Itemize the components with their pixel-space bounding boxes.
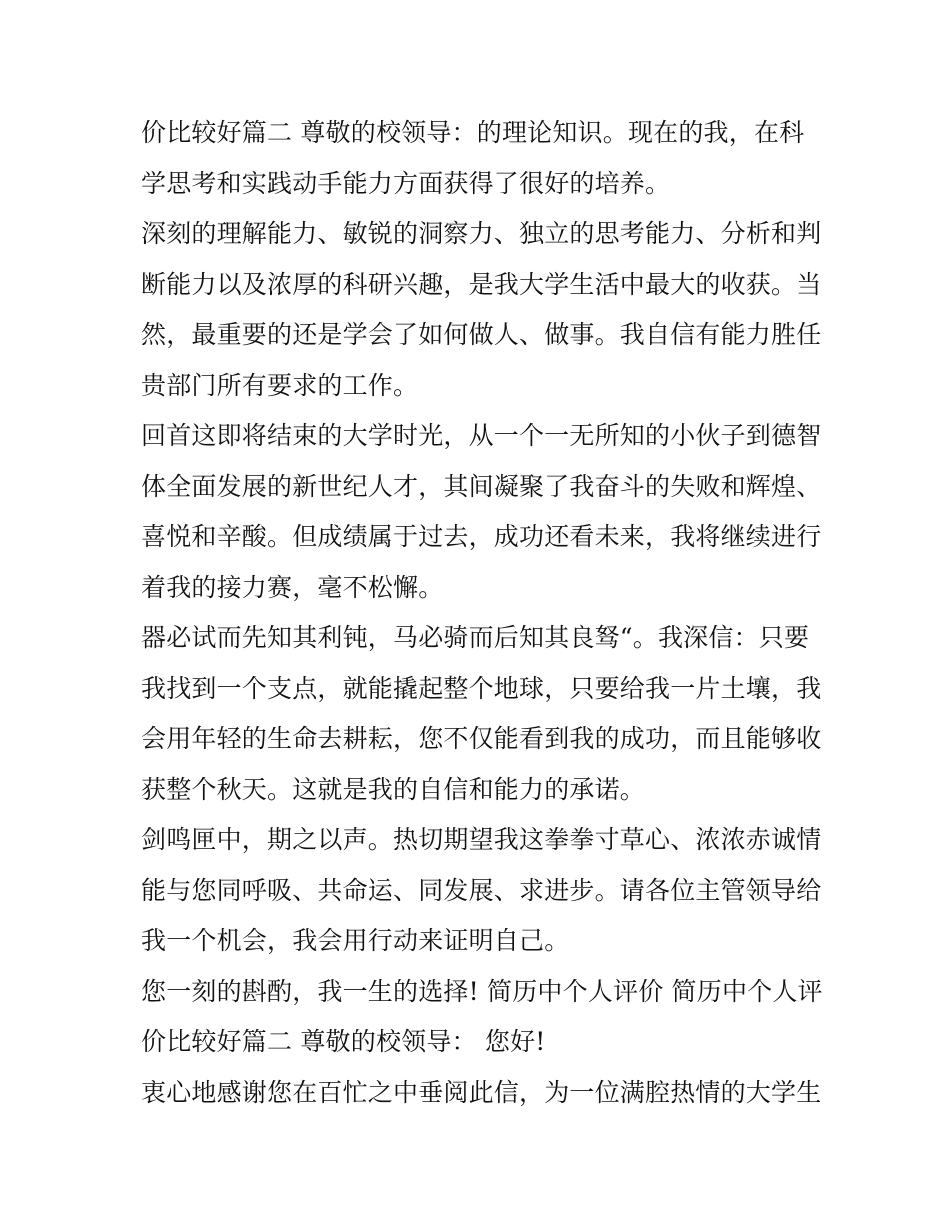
text-line: 体全面发展的新世纪人才，其间凝聚了我奋斗的失败和辉煌、 (141, 471, 822, 501)
paragraph (141, 967, 823, 1068)
text-line: 您一刻的斟酌，我一生的选择! 简历中个人评价 简历中个人评 (141, 976, 823, 1006)
text-line: 剑鸣匣中，期之以声。热切期望我这拳拳寸草心、浓浓赤诚情 (141, 825, 822, 854)
text-line: 然，最重要的还是学会了如何做人、做事。我自信有能力胜任 (141, 320, 822, 349)
text-line: 着我的接力赛，毫不松懈。 (141, 572, 444, 602)
paragraph (141, 411, 822, 613)
text-line: 器必试而先知其利钝，马必骑而后知其良驽“。我深信：只要 (141, 623, 810, 652)
document-body (141, 108, 823, 1118)
paragraph (141, 209, 822, 411)
text-line: 贵部门所有要求的工作。 (141, 370, 419, 400)
text-line: 回首这即将结束的大学时光，从一个一无所知的小伙子到德智 (141, 421, 822, 450)
text-line: 价比较好篇二 尊敬的校领导：的理论知识。现在的我，在科 (141, 118, 805, 147)
text-line: 我找到一个支点，就能撬起整个地球，只要给我一片土壤，我 (141, 673, 822, 703)
paragraph (141, 613, 822, 815)
text-line: 我一个机会，我会用行动来证明自己。 (141, 926, 570, 955)
paragraph (141, 108, 816, 209)
paragraph (141, 1068, 822, 1119)
text-line: 断能力以及浓厚的科研兴趣，是我大学生活中最大的收获。当 (141, 269, 822, 299)
text-line: 喜悦和辛酸。但成绩属于过去，成功还看未来，我将继续进行 (141, 522, 822, 551)
paragraph (141, 815, 822, 967)
text-line: 价比较好篇二 尊敬的校领导： 您好! (141, 1027, 546, 1056)
text-line: 会用年轻的生命去耕耘，您不仅能看到我的成功，而且能够收 (141, 724, 822, 753)
text-line: 能与您同呼吸、共命运、同发展、求进步。请各位主管领导给 (141, 875, 822, 905)
text-line: 获整个秋天。这就是我的自信和能力的承诺。 (141, 774, 646, 804)
text-line: 学思考和实践动手能力方面获得了很好的培养。 (141, 168, 671, 198)
text-line: 深刻的理解能力、敏锐的洞察力、独立的思考能力、分析和判 (141, 219, 822, 248)
text-line: 衷心地感谢您在百忙之中垂阅此信，为一位满腔热情的大学生 (141, 1077, 822, 1107)
